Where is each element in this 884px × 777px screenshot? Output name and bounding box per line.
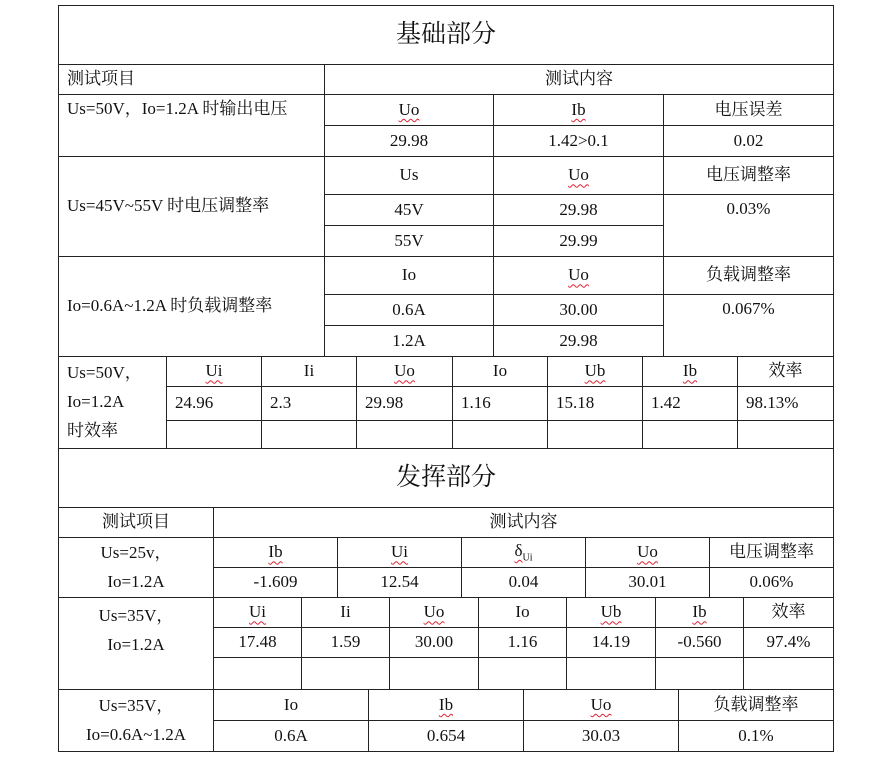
adv-r1-label <box>59 538 214 598</box>
delta-symbol: δ <box>514 540 523 560</box>
adv-r1-v-rate: 0.06% <box>710 568 834 598</box>
adv-r2-label-line1: Us=35V， <box>98 606 174 625</box>
row4-h-ii: Ii <box>262 357 357 387</box>
row4-v-uo: 29.98 <box>357 387 453 421</box>
adv-r2-h-eff: 效率 <box>744 598 834 628</box>
row3-uo-06: 30.00 <box>494 295 664 326</box>
row4-v-ib: 1.42 <box>643 387 738 421</box>
row4-label-line2: Io=1.2A <box>67 392 125 412</box>
row4-h-eff: 效率 <box>738 357 834 387</box>
row2-us-45: 45V <box>325 195 494 226</box>
delta-subscript: Ui <box>522 552 533 564</box>
adv-r3-v-rate: 0.1% <box>679 721 834 752</box>
adv-r3-label-line1: Us=35V， <box>98 695 174 715</box>
adv-row3-table <box>58 689 834 752</box>
adv-r2-h-ib: Ib <box>692 602 707 622</box>
adv-r1-v-ib: -1.609 <box>214 568 338 598</box>
adv-r2-v-ii: 1.59 <box>302 628 390 658</box>
adv-r1-h-uo: Uo <box>637 542 658 562</box>
adv-r3-h-uo: Uo <box>590 694 612 714</box>
adv-r3-v-io: 0.6A <box>214 721 369 752</box>
row3-uo-12: 29.98 <box>494 326 664 357</box>
row4-v-io: 1.16 <box>453 387 548 421</box>
row1-v-err: 0.02 <box>664 126 834 157</box>
adv-r2-v-ib: -0.560 <box>656 628 744 658</box>
adv-r3-label <box>59 690 214 752</box>
row4-v-ub: 15.18 <box>548 387 643 421</box>
adv-table <box>58 448 834 538</box>
adv-r1-label-line1: Us=25v， <box>100 542 172 562</box>
row4-label-line1: Us=50V， <box>67 363 142 383</box>
row3-io-12: 1.2A <box>325 326 494 357</box>
row4-h-ui: Ui <box>205 361 223 381</box>
row4-v-eff: 98.13% <box>738 387 834 421</box>
adv-r1-v-delta: 0.04 <box>462 568 586 598</box>
row3-h-io: Io <box>325 257 494 295</box>
adv-r2-label <box>59 598 214 690</box>
adv-r1-v-ui: 12.54 <box>338 568 462 598</box>
row1-label: Us=50V，Io=1.2A 时输出电压 <box>59 95 325 157</box>
adv-r2-v-uo: 30.00 <box>390 628 479 658</box>
adv-r3-label-line2: Io=0.6A~1.2A <box>86 724 186 744</box>
row4-h-ub: Ub <box>584 361 606 381</box>
basic-test-item-header: 测试项目 <box>59 65 325 95</box>
adv-row1-table <box>58 537 834 598</box>
row2-uo-55: 29.99 <box>494 226 664 257</box>
adv-r2-h-io: Io <box>479 598 567 628</box>
adv-r1-h-rate: 电压调整率 <box>710 538 834 568</box>
adv-title: 发挥部分 <box>59 449 834 508</box>
adv-r2-h-ui: Ui <box>249 602 266 622</box>
row3-rate: 0.067% <box>664 295 834 357</box>
adv-r1-label-line2: Io=1.2A <box>107 571 165 591</box>
row2-label: Us=45V~55V 时电压调整率 <box>59 157 325 257</box>
row2-h-uo: Uo <box>568 165 589 185</box>
row4-h-io: Io <box>453 357 548 387</box>
row1-h-ib: Ib <box>571 99 586 119</box>
row2-h-rate: 电压调整率 <box>664 157 834 195</box>
adv-r2-v-eff: 97.4% <box>744 628 834 658</box>
row3-h-uo: Uo <box>568 265 589 285</box>
adv-test-content-header: 测试内容 <box>214 508 834 538</box>
adv-r3-h-rate: 负载调整率 <box>679 690 834 721</box>
basic-table <box>58 5 834 357</box>
row2-h-us: Us <box>325 157 494 195</box>
adv-r2-h-ub: Ub <box>600 602 622 622</box>
adv-r3-h-ib: Ib <box>438 694 454 714</box>
row4-v-ui: 24.96 <box>167 387 262 421</box>
row4-h-ib: Ib <box>682 361 698 381</box>
row2-us-55: 55V <box>325 226 494 257</box>
adv-r3-v-ib: 0.654 <box>369 721 524 752</box>
row2-rate: 0.03% <box>664 195 834 257</box>
basic-test-content-header: 测试内容 <box>325 65 834 95</box>
row1-h-err: 电压误差 <box>664 95 834 126</box>
row4-label <box>59 357 167 449</box>
adv-r1-h-ib: Ib <box>268 542 283 562</box>
adv-r2-h-uo: Uo <box>423 602 445 622</box>
adv-r1-h-ui: Ui <box>391 542 408 562</box>
adv-r2-v-io: 1.16 <box>479 628 567 658</box>
adv-r2-label-line2: Io=1.2A <box>107 634 165 654</box>
row3-h-rate: 负载调整率 <box>664 257 834 295</box>
adv-r3-h-io: Io <box>214 690 369 721</box>
row4-v-ii: 2.3 <box>262 387 357 421</box>
adv-r1-v-uo: 30.01 <box>586 568 710 598</box>
adv-r2-v-ub: 14.19 <box>567 628 656 658</box>
basic-efficiency-table <box>58 356 834 449</box>
row2-uo-45: 29.98 <box>494 195 664 226</box>
adv-test-item-header: 测试项目 <box>59 508 214 538</box>
row3-io-06: 0.6A <box>325 295 494 326</box>
row1-v-uo: 29.98 <box>325 126 494 157</box>
basic-title: 基础部分 <box>59 6 834 65</box>
report-sheet <box>58 5 833 752</box>
adv-r3-v-uo: 30.03 <box>524 721 679 752</box>
row4-h-uo: Uo <box>394 361 415 381</box>
adv-r2-h-ii: Ii <box>302 598 390 628</box>
row1-v-ib: 1.42>0.1 <box>494 126 664 157</box>
row4-label-line3: 时效率 <box>67 420 118 440</box>
adv-row2-table <box>58 597 834 690</box>
row1-h-uo: Uo <box>398 99 420 119</box>
adv-r2-v-ui: 17.48 <box>214 628 302 658</box>
row3-label: Io=0.6A~1.2A 时负载调整率 <box>59 257 325 357</box>
adv-r1-h-delta <box>462 538 586 568</box>
